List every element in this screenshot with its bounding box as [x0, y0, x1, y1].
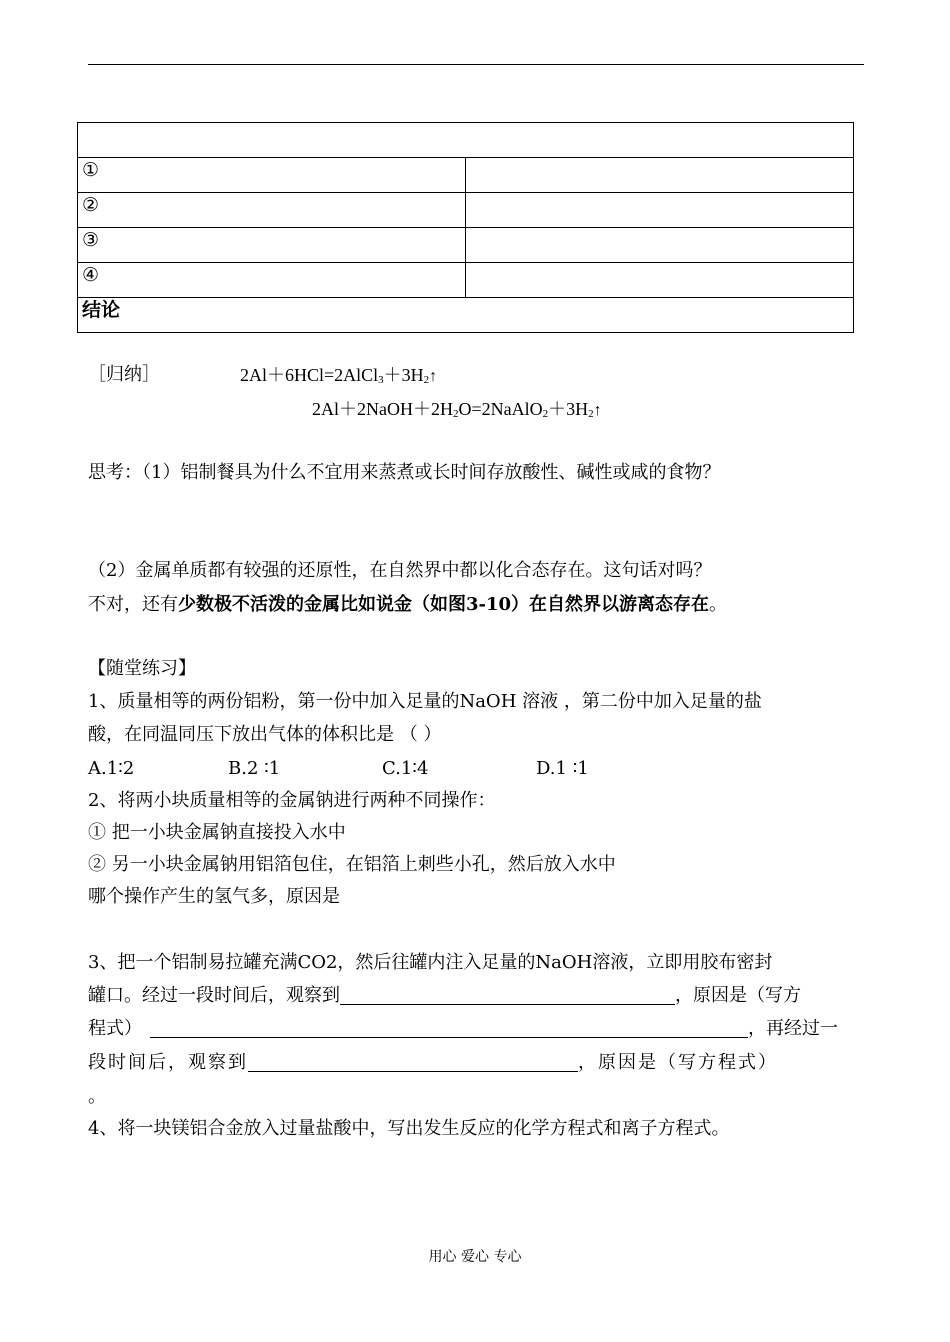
practice-3-line-4	[88, 1050, 778, 1076]
equation-2	[312, 396, 602, 427]
row-label: ③	[78, 228, 466, 263]
practice-3-line-3	[88, 1016, 838, 1042]
up-arrow-icon: ↑	[429, 368, 438, 385]
eq-subscript: 2	[423, 374, 430, 386]
eq-subscript: 2	[588, 408, 594, 420]
practice-3-line-5: 。	[88, 1086, 106, 1107]
answer-blank[interactable]	[340, 984, 675, 1005]
page-footer: 用心 爱心 专心	[428, 1249, 522, 1265]
text: ，原因是（写方	[675, 985, 801, 1006]
text: ，再经过一	[748, 1018, 838, 1039]
table-row	[78, 298, 854, 333]
summary-label: ［归纳］	[88, 364, 160, 385]
option-b: B.2 ∶1	[228, 758, 281, 779]
practice-4-line-1: 4、将一块镁铝合金放入过量盐酸中，写出发生反应的化学方程式和离子方程式。	[88, 1118, 730, 1139]
eq-part: 2Al＋2NaOH＋2H	[312, 399, 453, 419]
table-row	[78, 158, 854, 193]
eq-part: 2Al＋6HCl=2AlCl	[240, 365, 379, 385]
option-d: D.1 ∶1	[536, 758, 589, 779]
text: 段时间后，观察到	[88, 1052, 248, 1073]
table-header-cell	[78, 123, 854, 158]
practice-3-line-2	[88, 983, 801, 1009]
answer-blank[interactable]	[150, 1017, 748, 1038]
eq-subscript: 2	[542, 408, 549, 420]
row-label: ②	[78, 193, 466, 228]
eq-subscript: 2	[453, 408, 459, 420]
practice-2-line-3: ② 另一小块金属钠用铝箔包住，在铝箔上刺些小孔，然后放入水中	[88, 854, 616, 875]
text: 罐口。经过一段时间后，观察到	[88, 985, 340, 1006]
eq-part: ＋3H	[383, 365, 424, 385]
practice-2-line-2: ① 把一小块金属钠直接投入水中	[88, 822, 346, 843]
table-row	[78, 228, 854, 263]
answer-bold: 少数极不活泼的金属比如说金（如图3-10）在自然界以游离态存在	[178, 594, 710, 615]
practice-2-line-4: 哪个操作产生的氢气多，原因是	[88, 886, 340, 907]
text: 程式）	[88, 1018, 142, 1039]
equation-1	[240, 362, 437, 393]
row-cell	[466, 228, 854, 263]
table-header-row	[78, 123, 854, 158]
row-cell	[466, 193, 854, 228]
option-a: A.1∶2	[88, 758, 135, 779]
practice-1-line-1: 1、质量相等的两份铝粉，第一份中加入足量的NaOH 溶液 ，第二份中加入足量的盐	[88, 691, 762, 712]
practice-2-line-1: 2、将两小块质量相等的金属钠进行两种不同操作：	[88, 790, 496, 811]
eq-part: O=2NaAlO	[458, 399, 543, 419]
option-c: C.1∶4	[382, 758, 429, 779]
table-row	[78, 193, 854, 228]
header-rule	[88, 64, 864, 65]
answer-blank[interactable]	[248, 1051, 578, 1072]
experiment-table	[77, 122, 854, 333]
row-label: ①	[78, 158, 466, 193]
think-question-1: 思考：（1）铝制餐具为什么不宜用来蒸煮或长时间存放酸性、碱性或咸的食物？	[88, 462, 721, 483]
conclusion-label: 结论	[78, 298, 854, 333]
answer-suffix: 。	[709, 594, 728, 615]
think-answer-2	[88, 592, 727, 618]
up-arrow-icon: ↑	[593, 402, 602, 419]
practice-1-line-2: 酸，在同温同压下放出气体的体积比是 （ ）	[88, 724, 442, 745]
text: ，原因是（写方程式）	[578, 1052, 778, 1073]
row-cell	[466, 263, 854, 298]
practice-3-line-1: 3、把一个铝制易拉罐充满CO2，然后往罐内注入足量的NaOH溶液，立即用胶布密封	[88, 952, 773, 973]
eq-subscript: 3	[378, 374, 384, 386]
table-row	[78, 263, 854, 298]
answer-prefix: 不对，还有	[88, 594, 178, 615]
think-question-2: （2）金属单质都有较强的还原性，在自然界中都以化合态存在。这句话对吗？	[88, 560, 712, 581]
row-label: ④	[78, 263, 466, 298]
row-cell	[466, 158, 854, 193]
practice-title: 【随堂练习】	[88, 658, 196, 679]
eq-part: ＋3H	[548, 399, 589, 419]
